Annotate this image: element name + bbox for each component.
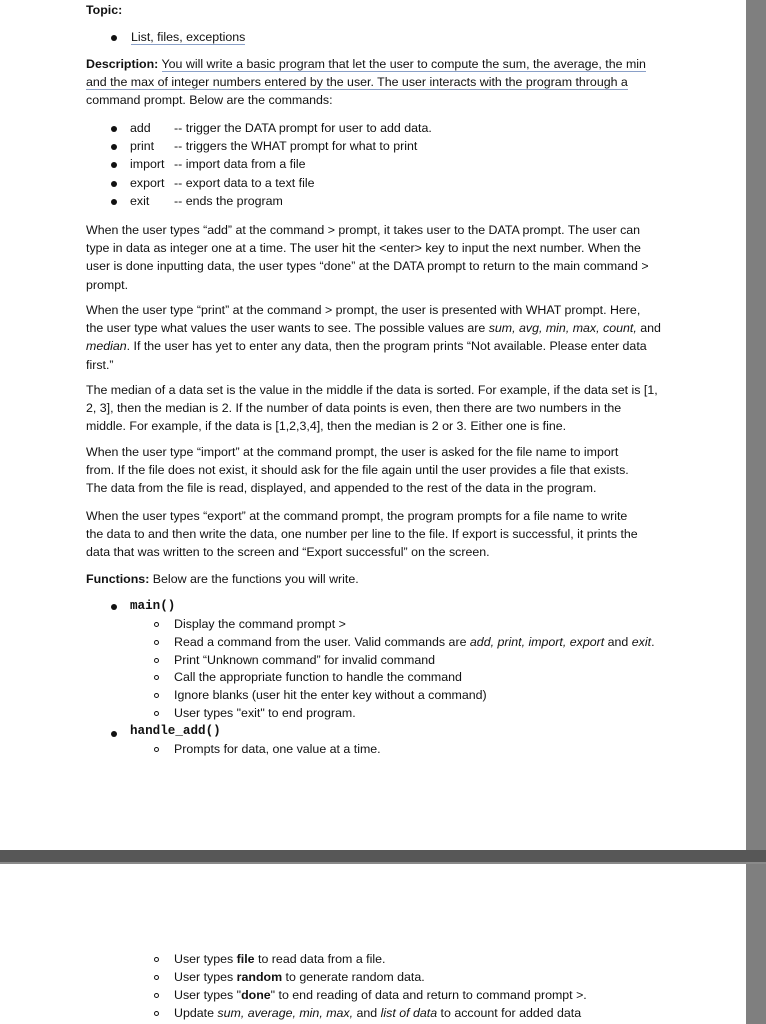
print-paragraph	[86, 301, 666, 374]
sub-bullet	[154, 993, 159, 998]
paragraph-line: from. If the file does not exist, it should ask for the file again until the user provides a file that exists.	[86, 463, 629, 478]
import-paragraph	[86, 443, 666, 498]
paragraph-line: When the user type “print” at the command > prompt, the user is presented with WHAT prompt. Here,	[86, 303, 641, 317]
command-desc: -- import data from a file	[174, 157, 306, 171]
paragraph-line: When the user types “export” at the command prompt, the program prompts for a file name to write	[86, 509, 628, 523]
item-bold: file	[236, 952, 255, 966]
item-text: to generate random data.	[282, 970, 425, 984]
bullet	[111, 126, 117, 132]
command-name: export	[130, 176, 165, 190]
functions-label: Functions:	[86, 572, 150, 586]
command-desc: -- trigger the DATA prompt for user to add data.	[174, 121, 432, 135]
item-text: to read data from a file.	[254, 952, 386, 966]
document-page-2	[0, 864, 746, 1024]
functions-intro: Below are the functions you will write.	[152, 572, 359, 586]
item-bold: random	[236, 970, 283, 984]
item-text: User types "	[174, 988, 242, 1002]
bullet	[111, 35, 117, 41]
paragraph-line: type in data as integer one at a time. The user hit the <enter> key to input the next number. When the	[86, 241, 641, 256]
main-item: Display the command prompt >	[174, 617, 346, 631]
handle-add-item	[174, 951, 385, 967]
paragraph-line: user is done inputting data, the user types “done” at the DATA prompt to return to the main command >	[86, 259, 649, 274]
median-paragraph	[86, 381, 666, 436]
handle-add-item: Prompts for data, one value at a time.	[174, 742, 381, 756]
item-italic: sum, average, min, max,	[217, 1006, 354, 1020]
sub-bullet	[154, 711, 159, 716]
item-text: and	[353, 1006, 381, 1020]
item-italic: list of data	[380, 1006, 438, 1020]
item-text: to account for added data	[437, 1006, 582, 1020]
handle-add-item	[174, 969, 425, 985]
paragraph-italic: median	[86, 339, 127, 354]
paragraph-line: first.”	[86, 357, 114, 372]
main-item-italic: exit	[631, 635, 652, 649]
paragraph-line: data that was written to the screen and “Export successful” on the screen.	[86, 545, 490, 560]
paragraph-line: When the user type “import” at the command prompt, the user is asked for the file name to import	[86, 445, 619, 459]
paragraph-line: 2, 3], then the median is 2. If the number of data points is even, then there are two numbers in the	[86, 401, 622, 416]
bullet	[111, 181, 117, 187]
command-desc: -- triggers the WHAT prompt for what to print	[174, 139, 418, 153]
command-desc: -- export data to a text file	[174, 176, 315, 190]
main-item: Ignore blanks (user hit the enter key without a command)	[174, 688, 487, 702]
add-paragraph	[86, 221, 666, 294]
item-text: User types	[174, 952, 237, 966]
main-item-text: Read a command from the user. Valid commands are	[174, 635, 470, 649]
topic-heading: Topic:	[86, 3, 123, 17]
item-text: " to end reading of data and return to command prompt >.	[270, 988, 587, 1002]
page-separator	[0, 850, 766, 862]
sub-bullet	[154, 975, 159, 980]
command-name: add	[130, 121, 151, 135]
main-item: Print “Unknown command” for invalid command	[174, 653, 435, 667]
paragraph-line: The data from the file is read, displayed, and appended to the rest of the data in the program.	[86, 481, 597, 496]
description-paragraph	[86, 55, 666, 110]
bullet	[111, 731, 117, 737]
main-item	[174, 634, 655, 650]
command-name: import	[130, 157, 165, 171]
sub-bullet	[154, 622, 159, 627]
topic-item: List, files, exceptions	[131, 30, 246, 44]
sub-bullet	[154, 693, 159, 698]
paragraph-text: the user type what values the user wants to see. The possible values are	[86, 321, 489, 336]
sub-bullet	[154, 640, 159, 645]
paragraph-text: . If the user has yet to enter any data, then the program prints “Not available. Please enter data	[126, 339, 647, 354]
bullet	[111, 162, 117, 168]
export-paragraph	[86, 507, 666, 562]
sub-bullet	[154, 1011, 159, 1016]
command-name: print	[130, 139, 155, 153]
sub-bullet	[154, 747, 159, 752]
item-text: Update	[174, 1006, 218, 1020]
main-item-text: .	[651, 635, 655, 649]
sub-bullet	[154, 675, 159, 680]
bullet	[111, 604, 117, 610]
description-line: command prompt. Below are the commands:	[86, 93, 333, 108]
main-item: Call the appropriate function to handle the command	[174, 670, 462, 684]
sub-bullet	[154, 957, 159, 962]
paragraph-line: When the user types “add” at the command > prompt, it takes user to the DATA prompt. The user can	[86, 223, 641, 237]
bullet	[111, 199, 117, 205]
description-label: Description:	[86, 57, 159, 71]
paragraph-line: the data to and then write the data, one number per line to the file. If export is successful, it prints the	[86, 527, 638, 542]
description-line: and the max of integer numbers entered by the user. The user interacts with the program through a	[86, 75, 628, 90]
functions-heading	[86, 571, 359, 587]
main-item-text: and	[604, 635, 632, 649]
function-handle-add: handle_add()	[130, 724, 221, 738]
item-bold: done	[241, 988, 271, 1002]
item-text: User types	[174, 970, 237, 984]
paragraph-line: middle. For example, if the data is [1,2,3,4], then the median is 2 or 3. Either one is fine.	[86, 419, 567, 434]
paragraph-italic: sum, avg, min, max, count,	[488, 321, 637, 336]
handle-add-item	[174, 987, 587, 1003]
main-item-italic: add, print, import, export	[469, 635, 605, 649]
sub-bullet	[154, 658, 159, 663]
command-desc: -- ends the program	[174, 194, 283, 208]
main-item: User types "exit" to end program.	[174, 706, 356, 720]
paragraph-line: The median of a data set is the value in the middle if the data is sorted. For example, if the data set is [1,	[86, 383, 658, 397]
paragraph-line: prompt.	[86, 277, 129, 292]
bullet	[111, 144, 117, 150]
window-gutter	[746, 0, 766, 1024]
command-name: exit	[130, 194, 150, 208]
paragraph-text: and	[636, 321, 661, 336]
description-line: You will write a basic program that let the user to compute the sum, the average, the min	[161, 57, 646, 71]
function-main: main()	[130, 599, 176, 613]
handle-add-item	[174, 1005, 581, 1021]
